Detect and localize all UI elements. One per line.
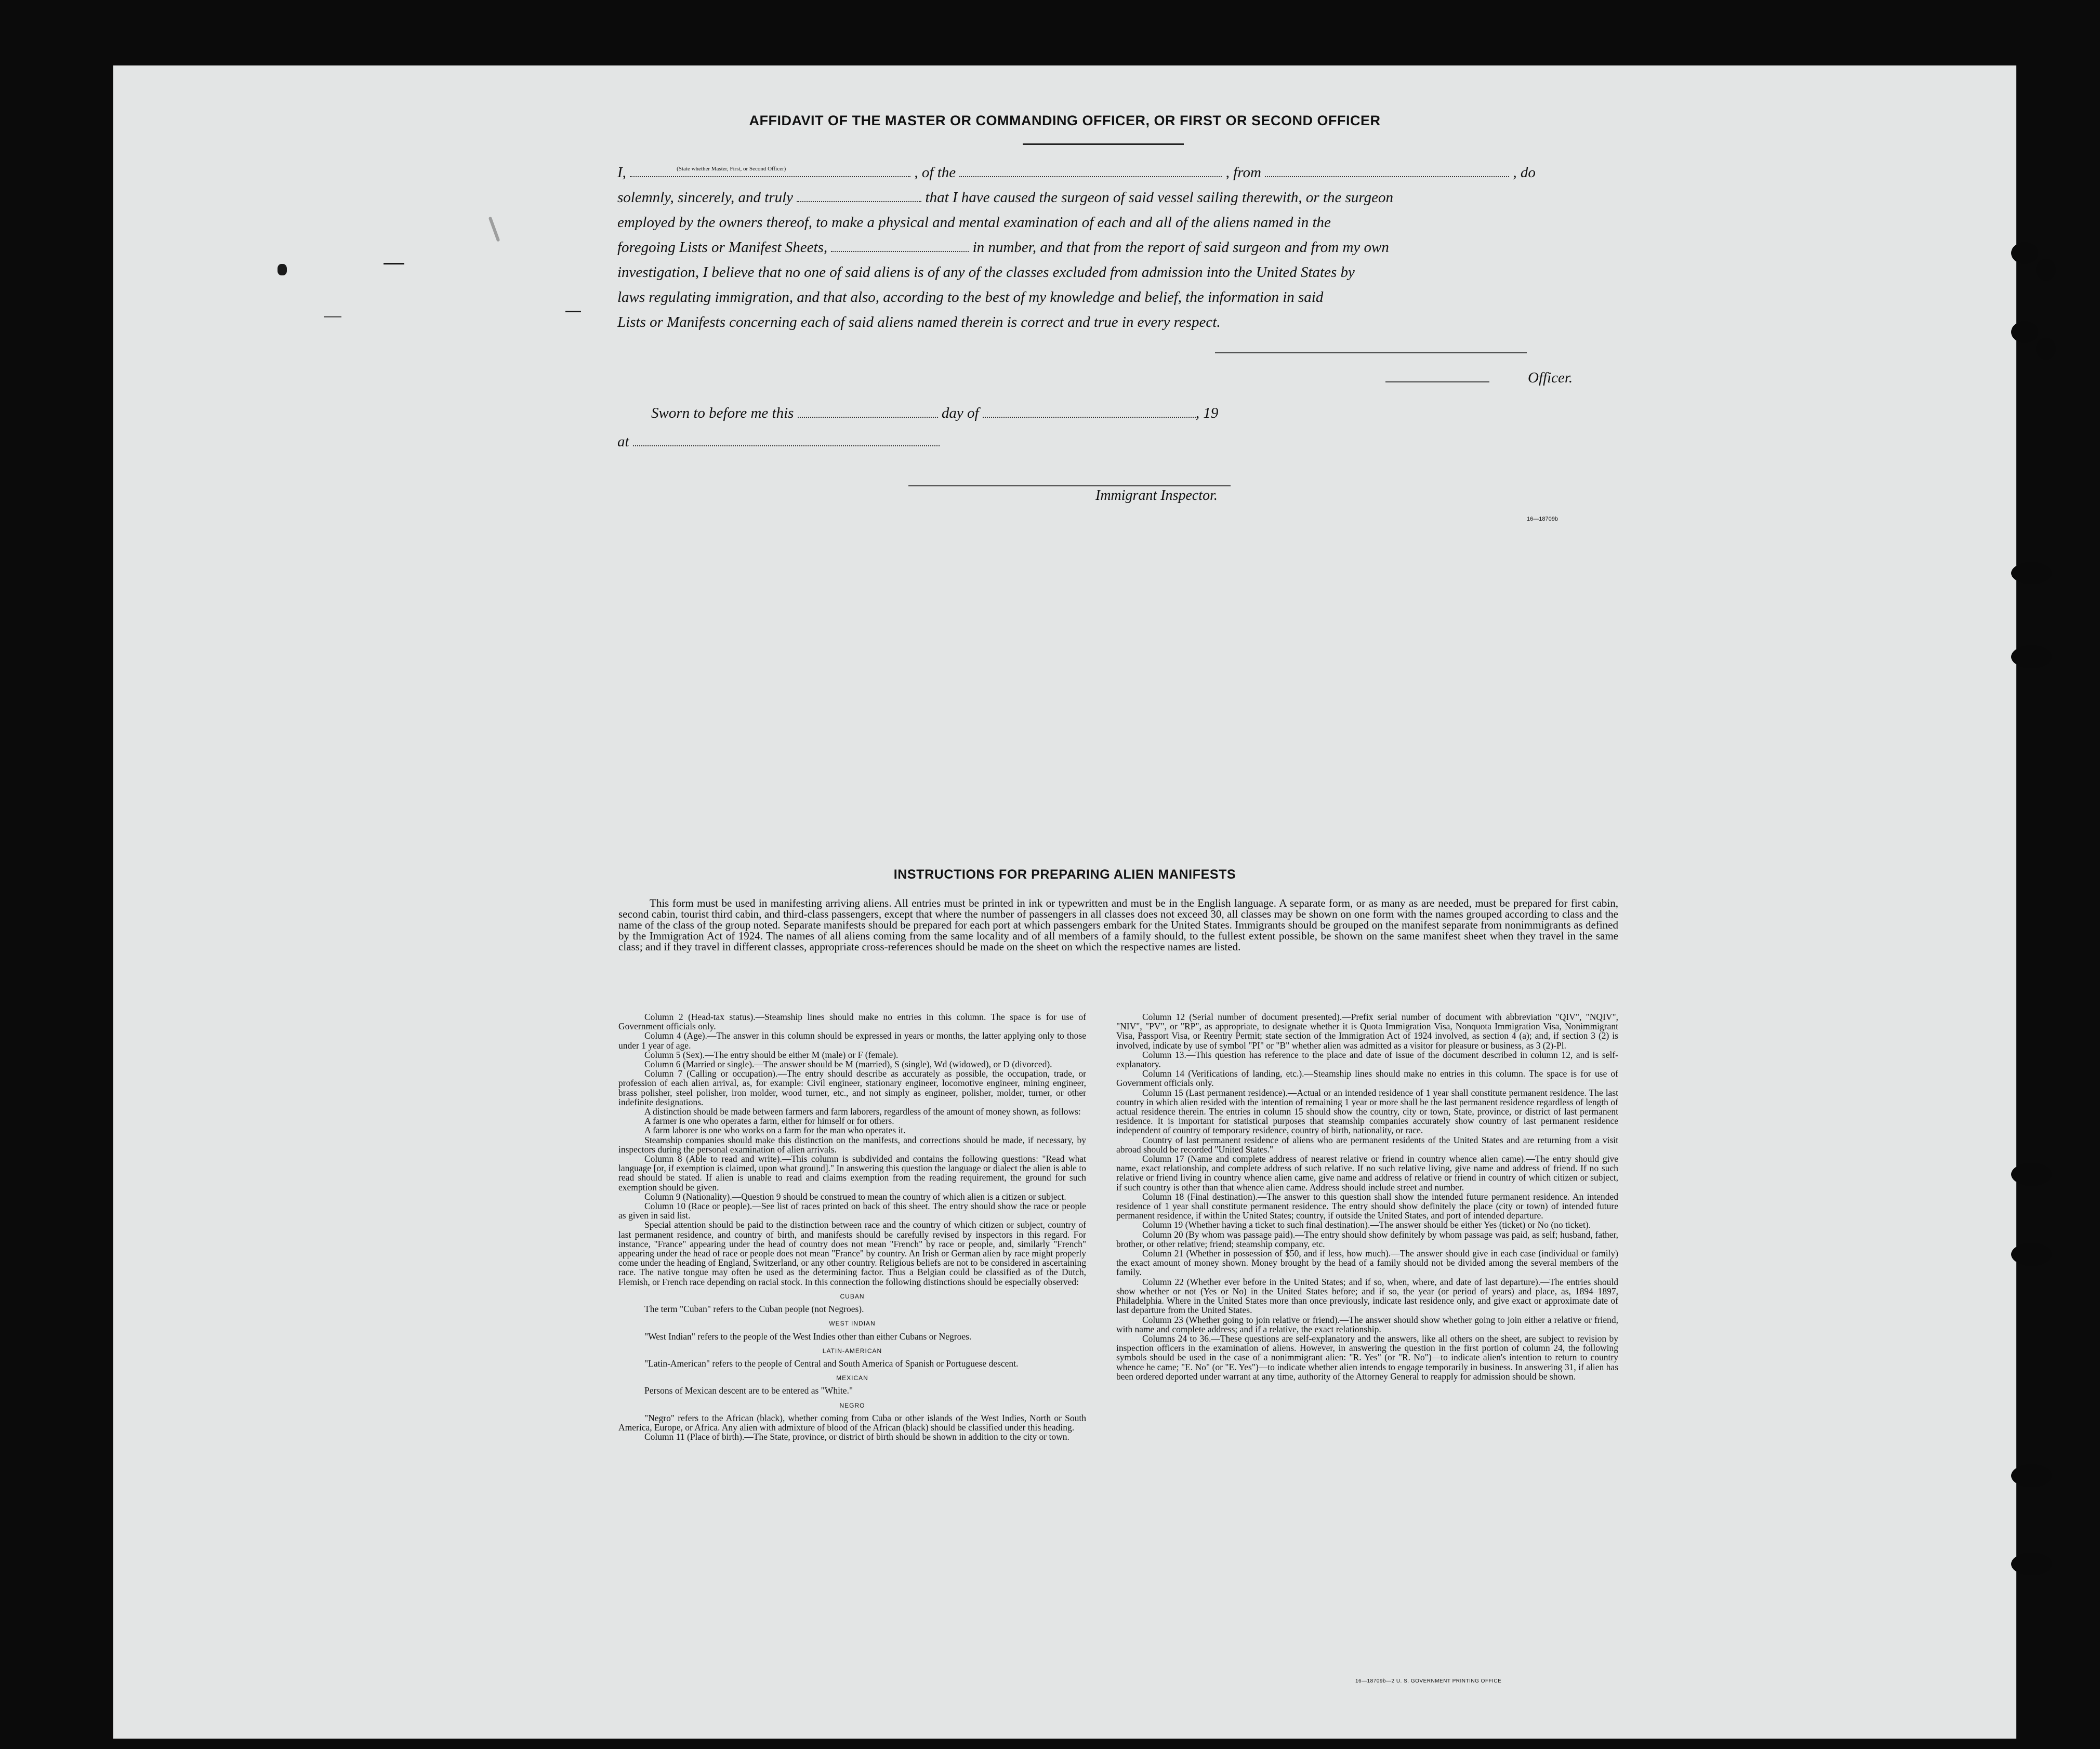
form-number: 16—18709b [1527, 516, 1558, 522]
ink-smudge [488, 216, 500, 242]
race-heading-mexican: MEXICAN [836, 1374, 868, 1382]
race-note-cuban: The term "Cuban" refers to the Cuban people (not Negroes). [644, 1304, 864, 1315]
instruction-paragraph: Column 9 (Nationality).—Question 9 should be construed to mean the country of which alien is a citizen or subject. [644, 1191, 1066, 1202]
punch-hole [2011, 1553, 2052, 1575]
instructions-left-column [618, 1012, 1086, 1441]
punch-hole [2011, 1464, 2052, 1487]
port-from-field[interactable] [1265, 165, 1509, 177]
instruction-paragraph: Column 11 (Place of birth).—The State, province, or district of birth should be shown in addition to the city or town. [644, 1432, 1069, 1442]
instruction-paragraph: Column 12 (Serial number of document presented).—Prefix serial number of document with abbreviation "QIV", "NQIV", "NIV", "PV", or "RP", as appropriate, to designate whether it is Quota Immigration Visa, Nonquota Immigration Visa, Nonimmigrant Visa, Passport Visa, or Reentry Permit; state section of the Immigration Act of 1924 involved, as section 4 (a); and, if section 3 (2) is involved, indicate by use of symbol "PI" or "B" whether alien was admitted as a visitor for pleasure or business, as 3 (2)-Pl. [1116, 1012, 1618, 1051]
title-rule [1023, 143, 1184, 145]
punch-hole [2011, 1243, 2052, 1266]
alien-count-field[interactable] [831, 240, 969, 252]
punch-hole [2011, 321, 2038, 343]
instruction-paragraph: Column 8 (Able to read and write).—This column is subdivided and contains the following questions: "Read what language [or, if exemption is claimed, upon what ground]." In answering this question the language or dialect the alien is able to read should be stated. If alien is unable to read and claims exemption from the reading requirement, the ground for such exemption should be given. [618, 1154, 1086, 1192]
instruction-paragraph: Column 10 (Race or people).—See list of races printed on back of this sheet. The entry should show the race or people as given in said list. [618, 1201, 1086, 1221]
ink-smudge [278, 264, 287, 275]
affidavit-line-6: laws regulating immigration, and that also, according to the best of my knowledge and belief, the information in said [617, 289, 1324, 306]
instruction-paragraph: Country of last permanent residence of aliens who are permanent residents of the United States and are returning from a visit abroad should be recorded "United States." [1116, 1134, 1618, 1155]
inspector-label: Immigrant Inspector. [1095, 487, 1218, 504]
race-heading-latin-american: LATIN-AMERICAN [822, 1347, 882, 1355]
officer-label: Officer. [1528, 369, 1573, 386]
race-note-latin-american: "Latin-American" refers to the people of Central and South America of Spanish or Portuguese descent. [644, 1358, 1019, 1369]
affidavit-line-4: foregoing Lists or Manifest Sheets, in number, and that from the report of said surgeon and from my own [617, 239, 1389, 256]
instruction-paragraph: Column 20 (By whom was passage paid).—The entry should show definitely by whom passage was paid, as self; husband, father, brother, or other relative; friend; steamship company, etc. [1116, 1229, 1618, 1249]
punch-hole [2011, 562, 2052, 584]
instruction-paragraph: Column 15 (Last permanent residence).—Actual or an intended residence of 1 year shall constitute permanent residence. The last country in which alien resided with the intention of remaining 1 year or more shall be the last permanent residence regardless of length of actual residence therein. The entries in column 15 should show the country, city or town, State, province, or district of last permanent residence. It is important for statistical purposes that steamship companies accurately show country of last permanent residence independent of country of temporary residence, country of birth, nationality, or race. [1116, 1087, 1618, 1136]
at-line: at [617, 429, 1620, 454]
race-heading-west-indian: WEST INDIAN [829, 1320, 876, 1328]
affidavit-line-5: investigation, I believe that no one of said aliens is of any of the classes excluded from admission into the United States by [617, 264, 1355, 281]
instruction-paragraph: Column 23 (Whether going to join relative or friend).—The answer should show whether going to join either a relative or friend, with name and complete address; and if a relative, the exact relationship. [1116, 1314, 1618, 1334]
sworn-day-field[interactable] [798, 405, 938, 418]
instruction-paragraph: Column 21 (Whether in possession of $50, and if less, how much).—The answer should give in each case (individual or family) the exact amount of money shown. Money brought by the head of a family should not be divided among the several members of the family. [1116, 1248, 1618, 1278]
sworn-line: Sworn to before me this day of , 19 [651, 405, 1219, 421]
race-note-negro: "Negro" refers to the African (black), whether coming from Cuba or other islands of the West Indies, North or South America, Europe, or Africa. Any alien with admixture of blood of the African (black) should be classified under this heading. [618, 1412, 1086, 1433]
punch-hole [2036, 259, 2056, 281]
ink-smudge [565, 311, 581, 312]
instruction-paragraph: Column 5 (Sex).—The entry should be either M (male) or F (female). [644, 1049, 899, 1060]
race-heading-negro: NEGRO [839, 1401, 865, 1409]
instruction-paragraph: Column 4 (Age).—The answer in this column should be expressed in years or months, the latter applying only to those under 1 year of age. [618, 1030, 1086, 1051]
instructions-right-column [1116, 1012, 1618, 1381]
instruction-paragraph: Special attention should be paid to the distinction between race and the country of which citizen or subject, country of last permanent residence, and country of birth, and manifests should be carefully revised by inspectors in this regard. For instance, "France" appearing under the head of country does not mean "French" by race or people, and, similarly "French" appearing under the head of race or people does not mean "France" by country. An Irish or German alien by race might properly come under the heading of England, Switzerland, or any other country. Religious beliefs are not to be considered in ascertaining race. The native tongue may often be used as the determining factor. Thus a Belgian could be classified as of the Dutch, Flemish, or French race depending on racial stock. In this connection the following distinctions should be especially observed: [618, 1220, 1086, 1287]
inspector-signature-line[interactable] [908, 485, 1231, 486]
instructions-intro: This form must be used in manifesting arriving aliens. All entries must be printed in ink or typewritten and must be in the English language. A separate form, or as many as are needed, must be prepared for first cabin, second cabin, tourist third cabin, and third-class passengers, except that where the number of passengers in all classes does not exceed 30, all classes may be shown on one form with the names grouped according to class and the name of the class of the group noted. Separate manifests should be prepared for each port at which passengers embark for the United States. Immigrants should be grouped on the manifest separate from nonimmigrants as defined by the Immigration Act of 1924. The names of all aliens coming from the same locality and of all members of a family should, to the fullest extent possible, be shown on the same manifest sheet when they travel in the same class; and if they travel in different classes, appropriate cross-references should be made on the sheet on which the respective names are listed. [618, 897, 1618, 953]
instruction-paragraph: Column 19 (Whether having a ticket to such final destination).—The answer should be either Yes (ticket) or No (no ticket). [1142, 1220, 1591, 1230]
instruction-paragraph: A farmer is one who operates a farm, either for himself or for others. [644, 1116, 894, 1127]
vessel-name-field[interactable] [959, 165, 1222, 177]
affidavit-line-1: I, (State whether Master, First, or Second Officer) , of the , from , do [617, 160, 1620, 185]
punch-hole [2011, 1163, 2052, 1186]
instruction-paragraph: Column 6 (Married or single).—The answer should be M (married), S (single), Wd (widowed), or D (divorced). [644, 1059, 1052, 1070]
oath-type-field[interactable] [797, 190, 921, 202]
instruction-paragraph: Column 14 (Verifications of landing, etc.).—Steamship lines should make no entries in this column. The space is for use of Government officials only. [1116, 1068, 1618, 1089]
ink-smudge [324, 316, 341, 317]
instruction-paragraph: Column 7 (Calling or occupation).—The entry should describe as accurately as possible, the occupation, trade, or profession of each alien arrival, as, for example: Civil engineer, stationary engineer, locomotive engineer, mining engineer, brass polisher, steel polisher, iron molder, wood turner, etc., and not simply as engineer, polisher, molder, turner, or other indefinite designations. [618, 1068, 1086, 1107]
officer-title-line[interactable] [1385, 381, 1489, 382]
affidavit-line-3: employed by the owners thereof, to make a physical and mental examination of each and all of the aliens named in the [617, 214, 1331, 231]
instruction-paragraph: Steamship companies should make this distinction on the manifests, and corrections should be made, if necessary, by inspectors during the personal examination of alien arrivals. [618, 1134, 1086, 1155]
instruction-paragraph: Columns 24 to 36.—These questions are self-explanatory and the answers, like all others on the sheet, are subject to revision by inspection officers in the examination of aliens. However, in answering the question in the first portion of column 24, the following symbols should be used in the case of a nonimmigrant alien: "R. Yes" (or "R. No")—to indicate alien's intention to return to country whence he came; "E. No" (or "E. Yes")—to indicate whether alien intends to engage temporarily in business. In answering 31, if alien has been ordered deported under warrant at any time, authority of the Attorney General to reapply for admission should be shown. [1116, 1333, 1618, 1382]
instructions-title: INSTRUCTIONS FOR PREPARING ALIEN MANIFESTS [893, 867, 1236, 882]
instruction-paragraph: Column 13.—This question has reference to the place and date of issue of the document described in column 12, and is self-explanatory. [1116, 1049, 1618, 1070]
at-place-field[interactable] [633, 434, 940, 446]
sworn-month-field[interactable] [983, 405, 1196, 418]
punch-hole [2011, 645, 2052, 668]
officer-signature-line[interactable] [1215, 352, 1527, 353]
rank-note: (State whether Master, First, or Second Officer) [677, 166, 786, 172]
instruction-paragraph: Column 2 (Head-tax status).—Steamship lines should make no entries in this column. The space is for use of Government officials only. [618, 1012, 1086, 1032]
instruction-paragraph: A distinction should be made between farmers and farm laborers, regardless of the amount of money shown, as follows: [644, 1106, 1081, 1117]
race-note-mexican: Persons of Mexican descent are to be entered as "White." [644, 1385, 853, 1396]
affidavit-line-7: Lists or Manifests concerning each of said aliens named therein is correct and true in every respect. [617, 314, 1221, 330]
manifest-page [113, 65, 2016, 1739]
race-note-west-indian: "West Indian" refers to the people of the West Indies other than either Cubans or Negroes. [644, 1331, 972, 1342]
ink-smudge [384, 263, 404, 264]
instruction-paragraph: Column 22 (Whether ever before in the United States; and if so, when, where, and date of last departure).—The entries should show whether or not (Yes or No) in the United States before; and if so, the year (or period of years) and place, as, 1894–1897, Philadelphia. Where in the United States more than once previously, indicate last residence only, and give exact or approximate date of last departure from the United States. [1116, 1276, 1618, 1316]
instruction-paragraph: Column 18 (Final destination).—The answer to this question shall show the intended future permanent residence. An intended residence of 1 year shall constitute permanent residence. The entry should show definitely the place (city or town) of intended future permanent residence, if within the United States; country, if outside the United States, and port of intended departure. [1116, 1191, 1618, 1221]
instruction-paragraph: Column 17 (Name and complete address of nearest relative or friend in country whence alien came).—The entry should give name, exact relationship, and complete address of such relative. If no such relative living, give name and address of friend. If no such relative or friend living in country whence alien came, give name and address of relative or friend in country of which citizen or subject, if such country is other than that whence alien came. Address should include street and number. [1116, 1154, 1618, 1192]
affidavit-line-2: solemnly, sincerely, and truly that I have caused the surgeon of said vessel sailing therewith, or the surgeon [617, 189, 1394, 206]
printing-office-footer: 16—18709b—2 U. S. GOVERNMENT PRINTING OFFICE [1355, 1678, 1502, 1684]
race-heading-cuban: CUBAN [840, 1292, 865, 1300]
officer-rank-field[interactable] [630, 165, 910, 177]
punch-hole [2011, 242, 2038, 264]
instruction-paragraph: A farm laborer is one who works on a farm for the man who operates it. [644, 1125, 906, 1136]
punch-hole [2036, 338, 2056, 360]
affidavit-title: AFFIDAVIT OF THE MASTER OR COMMANDING OFFICER, OR FIRST OR SECOND OFFICER [749, 113, 1381, 128]
